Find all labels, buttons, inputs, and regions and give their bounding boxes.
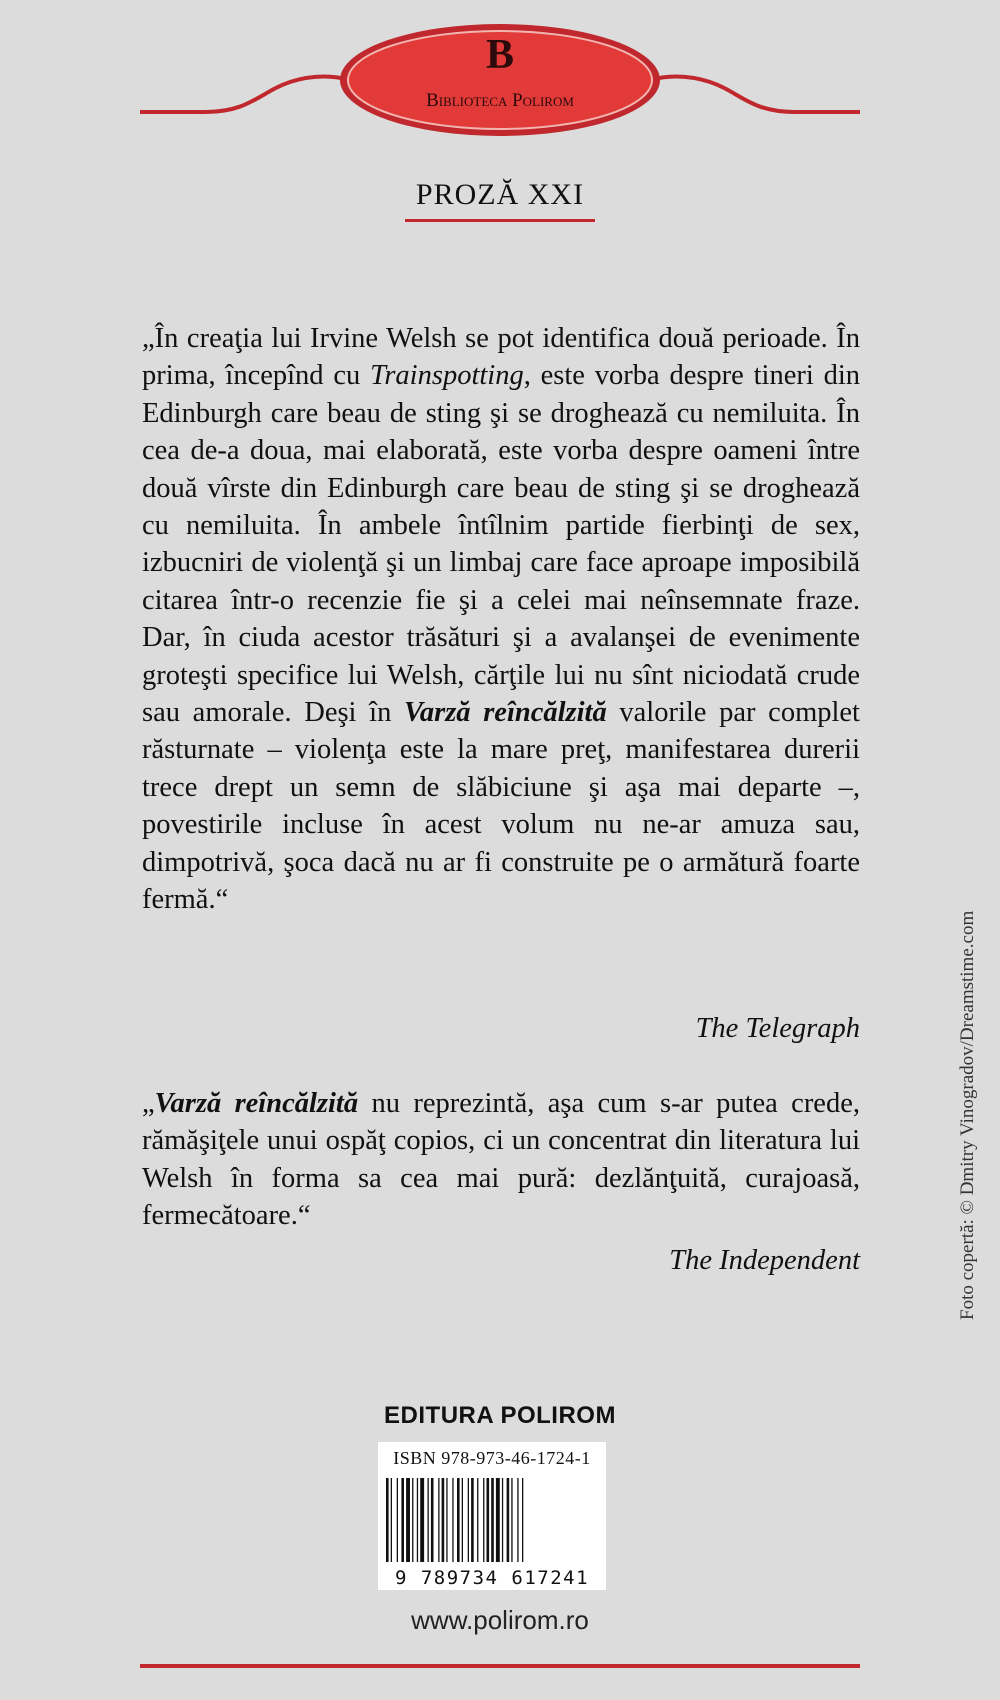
photo-credit: Foto copertă: © Dmitry Vinogradov/Dreamstime.com — [957, 910, 978, 1320]
cited-title: Trainspotting — [370, 360, 524, 392]
review-text-end: valorile par complet răsturnate – violenţa este la mare preţ, manifestarea durerii trece drept un semn de slăbiciune şi aşa mai departe –, povestirile incluse în acest volum nu ne-ar amuza sau, dimpotrivă, şoca dacă nu ar fi construite pe o armătură foarte fermă.“ — [142, 697, 860, 916]
series-underline — [405, 219, 595, 222]
barcode-bar — [442, 1478, 445, 1562]
book-title: Varză reîncălzită — [404, 697, 607, 729]
review-open-quote: „ — [142, 1088, 155, 1119]
barcode-bar — [452, 1478, 453, 1562]
barcode-bar — [483, 1478, 484, 1562]
barcode-bar — [420, 1478, 424, 1562]
barcode-bars — [386, 1478, 523, 1562]
barcode — [378, 1474, 606, 1590]
review-source: The Telegraph — [695, 1013, 860, 1044]
barcode-bar — [477, 1478, 478, 1562]
imprint-header — [0, 0, 1000, 160]
barcode-bar — [412, 1478, 413, 1562]
barcode-bar — [446, 1478, 447, 1562]
barcode-bar — [511, 1478, 512, 1562]
barcode-bar — [428, 1478, 429, 1562]
imprint-logo-letter: B — [485, 32, 515, 78]
barcode-bar — [457, 1478, 460, 1562]
barcode-bar — [468, 1478, 469, 1562]
imprint-name: Biblioteca Polirom — [426, 90, 574, 111]
barcode-panel — [378, 1442, 606, 1590]
review-text-middle: , este vorba despre tineri din Edinburgh care beau de sting şi se droghează cu nemiluita. În cea de-a doua, mai elaborată, este vorba despre oameni între două vîrste din Edinburgh care beau de sting şi se droghează cu nemiluita. În ambele întîlnim partide fierbinţi de sex, izbucniri de violenţă şi un limbaj care face aproape imposibilă citarea într-o recenzie fie şi a celei mai neînsemnate fraze. Dar, în ciuda acestor trăsături şi a avalanşei de evenimente groteşti specifice lui Welsh, cărţile lui nu sînt niciodată crude sau amorale. Deşi în — [142, 360, 860, 729]
review-telegraph — [142, 320, 860, 919]
barcode-bar — [406, 1478, 410, 1562]
barcode-bar — [438, 1478, 439, 1562]
barcode-bar — [491, 1478, 494, 1562]
barcode-bar — [471, 1478, 474, 1562]
barcode-bar — [431, 1478, 434, 1562]
isbn: ISBN 978-973-46-1724-1 — [393, 1448, 591, 1468]
review-independent — [142, 1085, 860, 1235]
barcode-bar — [507, 1478, 510, 1562]
barcode-bar — [386, 1478, 389, 1562]
header-rule-left — [140, 77, 350, 113]
barcode-bar — [487, 1478, 490, 1562]
barcode-digits: 9 789734 617241 — [394, 1567, 590, 1589]
series-title: PROZĂ XXI — [415, 178, 585, 211]
book-title: Varză reîncălzită — [154, 1088, 359, 1119]
barcode-bar — [517, 1478, 518, 1562]
barcode-bar — [502, 1478, 503, 1562]
website-link[interactable]: www.polirom.ro — [411, 1605, 589, 1635]
review-source: The Independent — [669, 1245, 860, 1276]
barcode-bar — [397, 1478, 398, 1562]
barcode-bar — [462, 1478, 463, 1562]
barcode-bar — [391, 1478, 392, 1562]
barcode-bar — [401, 1478, 404, 1562]
header-rule-right — [650, 77, 860, 113]
review-text-start: „În creaţia lui Irvine Welsh se pot identifica două perioade. În prima, începînd cu — [142, 323, 860, 392]
review-text: nu reprezintă, aşa cum s-ar putea crede, rămăşiţele unui ospăţ copios, ci un concentrat din literatura lui Welsh în forma sa cea mai pură: dezlănţuită, curajoasă, fermecătoare.“ — [142, 1088, 860, 1232]
bottom-rule — [140, 1664, 860, 1668]
barcode-bar — [522, 1478, 523, 1562]
barcode-bar — [496, 1478, 500, 1562]
barcode-bar — [417, 1478, 418, 1562]
publisher-name: EDITURA POLIROM — [384, 1402, 616, 1429]
